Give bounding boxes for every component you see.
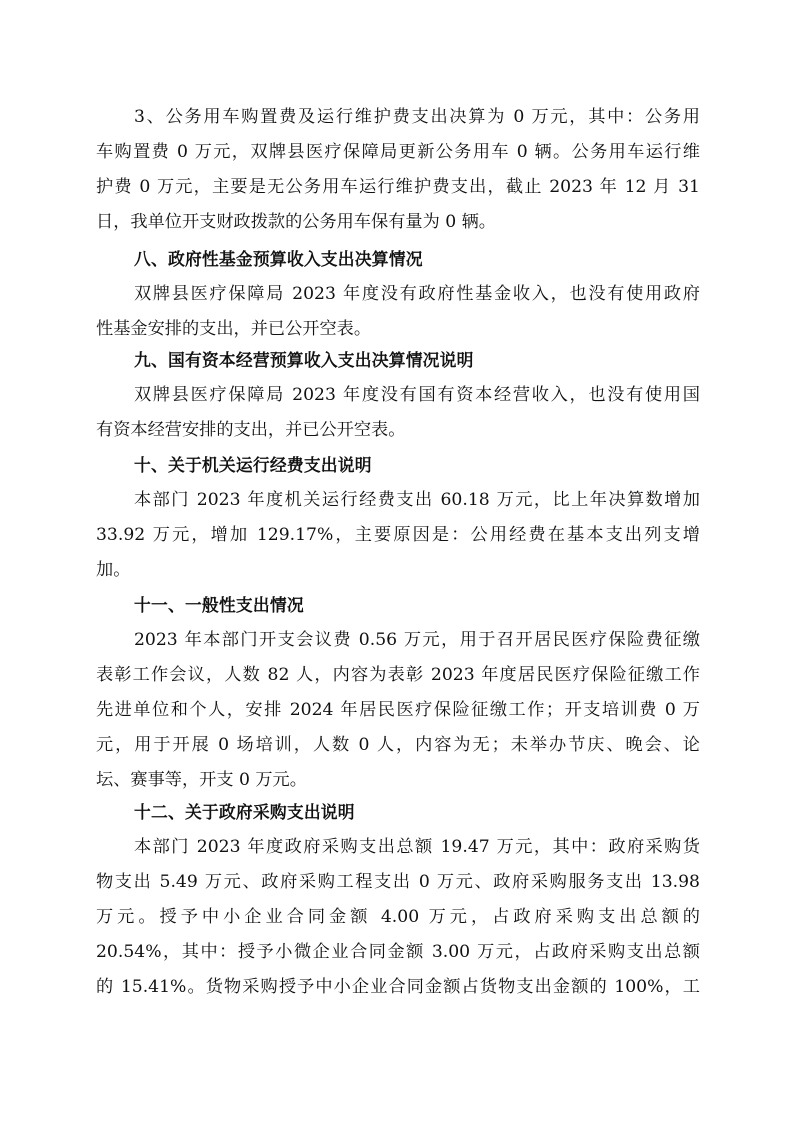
- paragraph-line: 加。: [96, 560, 131, 580]
- paragraph-line: 护费 0 万元，主要是无公务用车运行维护费支出，截止 2023 年 12 月 31: [96, 177, 700, 197]
- paragraph-line: 万元。授予中小企业合同金额 4.00 万元，占政府采购支出总额的: [96, 907, 700, 927]
- paragraph-line: 的 15.41%。货物采购授予中小企业合同金额占货物支出金额的 100%，工: [96, 977, 700, 997]
- state-capital-paragraph: [96, 378, 700, 448]
- paragraph-line: 表彰工作会议，人数 82 人，内容为表彰 2023 年度居民医疗保险征缴工作: [96, 665, 700, 685]
- paragraph-line: 双牌县医疗保障局 2023 年度没有国有资本经营收入，也没有使用国: [134, 385, 700, 405]
- paragraph-line: 双牌县医疗保障局 2023 年度没有政府性基金收入，也没有使用政府: [134, 284, 700, 304]
- paragraph-line: 元，用于开展 0 场培训，人数 0 人，内容为无；未举办节庆、晚会、论: [96, 735, 700, 755]
- section-heading-fund: 八、政府性基金预算收入支出决算情况: [134, 249, 423, 269]
- general-paragraph: [96, 623, 700, 798]
- paragraph-line: 性基金安排的支出，并已公开空表。: [96, 319, 372, 339]
- operation-paragraph: [96, 483, 700, 588]
- section-heading-operation: 十、关于机关运行经费支出说明: [134, 455, 372, 475]
- paragraph-line: 先进单位和个人，安排 2024 年居民医疗保险征缴工作；开支培训费 0 万: [96, 700, 700, 720]
- section-heading-procurement: 十二、关于政府采购支出说明: [134, 802, 355, 822]
- vehicle-expense-paragraph: [96, 100, 700, 240]
- paragraph-line: 本部门 2023 年度政府采购支出总额 19.47 万元，其中：政府采购货: [134, 837, 700, 857]
- paragraph-line: 车购置费 0 万元，双牌县医疗保障局更新公务用车 0 辆。公务用车运行维: [96, 142, 700, 162]
- paragraph-line: 20.54%，其中：授予小微企业合同金额 3.00 万元，占政府采购支出总额: [96, 942, 700, 962]
- section-heading-general: 十一、一般性支出情况: [134, 595, 304, 615]
- paragraph-line: 本部门 2023 年度机关运行经费支出 60.18 万元，比上年决算数增加: [134, 490, 700, 510]
- paragraph-line: 日，我单位开支财政拨款的公务用车保有量为 0 辆。: [96, 212, 496, 232]
- paragraph-line: 物支出 5.49 万元、政府采购工程支出 0 万元、政府采购服务支出 13.98: [96, 872, 700, 892]
- procurement-paragraph: [96, 830, 700, 1005]
- paragraph-line: 有资本经营安排的支出，并已公开空表。: [96, 420, 406, 440]
- section-heading-state-capital: 九、国有资本经营预算收入支出决算情况说明: [134, 350, 474, 370]
- paragraph-line: 33.92 万元，增加 129.17%，主要原因是：公用经费在基本支出列支增: [96, 525, 700, 545]
- paragraph-line: 3、公务用车购置费及运行维护费支出决算为 0 万元，其中：公务用: [134, 107, 700, 127]
- paragraph-line: 2023 年本部门开支会议费 0.56 万元，用于召开居民医疗保险费征缴: [134, 630, 700, 650]
- paragraph-line: 坛、赛事等，开支 0 万元。: [96, 770, 307, 790]
- fund-paragraph: [96, 277, 700, 347]
